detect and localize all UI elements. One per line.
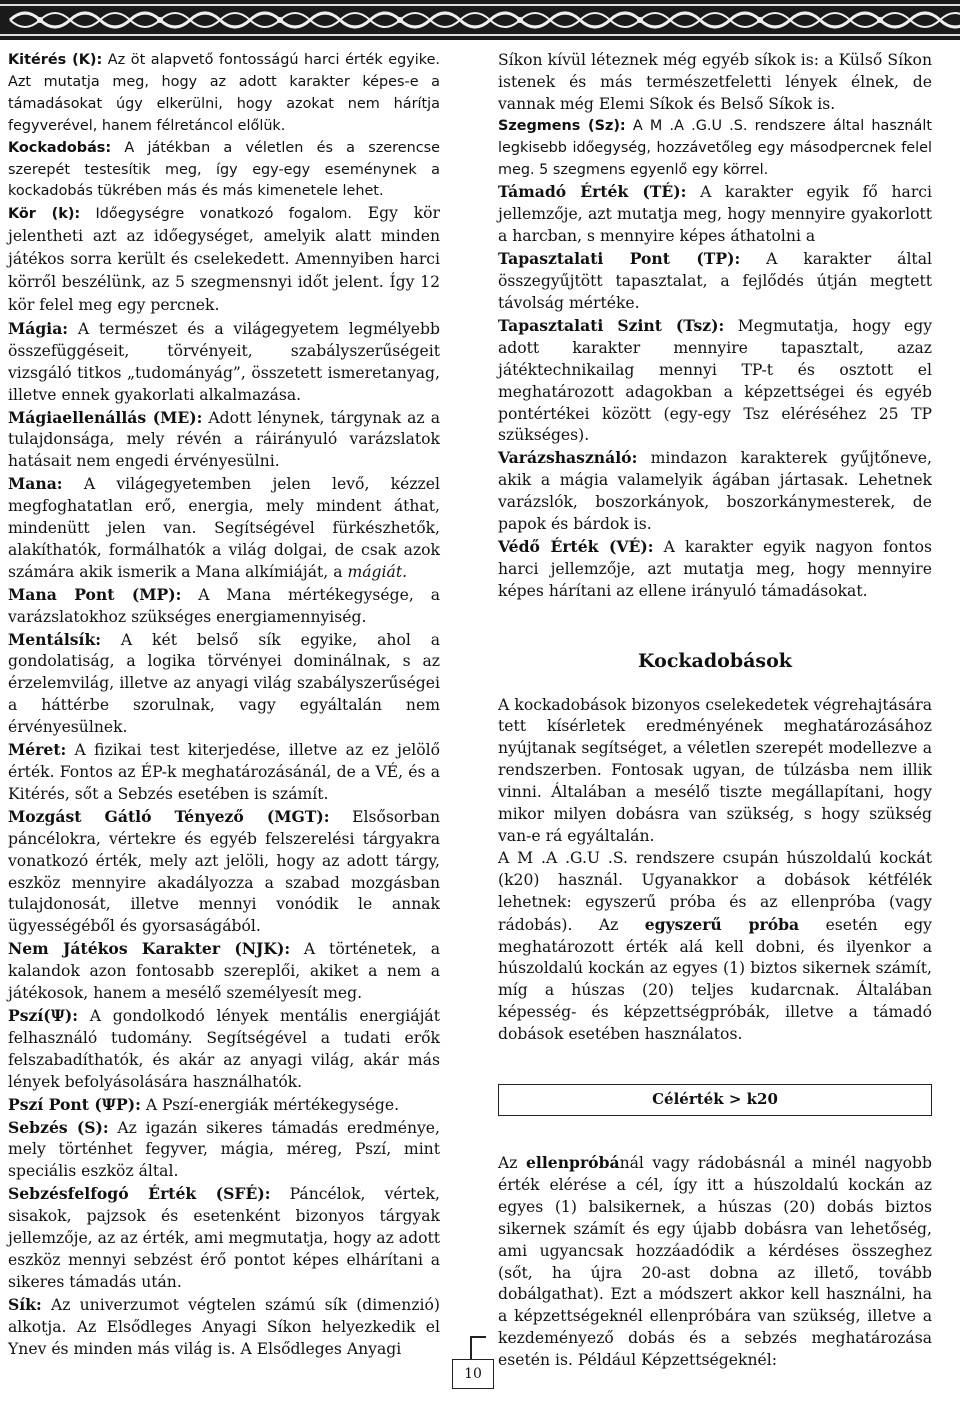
glossary-entry [8, 739, 440, 806]
glossary-definition: A történetek, a kalandok azon fontosabb szereplői, akiket a nem a játékosok, hanem a mesélő személyesít meg. [8, 940, 440, 1003]
glossary-definition: Adott lénynek, tárgynak az a tulajdonsága, mely révén a ráirányuló varázslatok hatásait nem engedi érvényesülni. [8, 408, 440, 471]
glossary-term: Sebzés (S): [8, 1117, 109, 1137]
glossary-entry [498, 116, 932, 182]
glossary-definition: A Pszí-energiák mértékegysége. [140, 1095, 400, 1114]
glossary-term: Méret: [8, 740, 67, 760]
glossary-entry [8, 203, 440, 318]
glossary-entry [498, 50, 932, 116]
glossary-entry [8, 938, 440, 1005]
section-paragraph-1: A kockadobások bizonyos cselekedetek végrehajtására tett kísérletek eredményének meghatározásához nyújtanak segítséget, a véletlen szerepét modellezve a rendszerben. Fontosak ugyan, de túlzásba nem illik vinni. Általában a mesélő tiszte megállapítani, hogy mikor milyen dobásra van szükség, s hogy szükség van-e rá egyáltalán. [498, 695, 932, 845]
section-paragraph-3 [498, 1152, 932, 1372]
glossary-definition-rest: Egy kör jelentheti azt az időegységet, amelyik alatt minden játékos sorra került és cselekedett. Amennyiben harci körről beszélünk, az 5 szegmensnyi időt jelent. Így 12 kör felel meg egy percnek. [8, 204, 440, 314]
glossary-definition: A világegyetemben jelen levő, kézzel megfoghatatlan erő, energia, mely mindent áthat, mindenütt jelen van. Segítségével fürkészhetők, alakíthatók, formálhatók a világ dolgai, de csak azok számára akik ismerik a Mana alkímiáját, a [8, 475, 440, 581]
glossary-entry [8, 407, 440, 474]
paragraph-text: A M .A .G.U .S. rendszere csupán húszoldalú kockát (k20) használ. Ugyanakkor a dobások kétfélék lehetnek: egyszerű próba és az ellenpróba (vagy rádobás). Az [498, 848, 932, 934]
section-heading: Kockadobások [638, 649, 792, 672]
glossary-entry [8, 1183, 440, 1294]
glossary-definition: A M .A .G.U .S. rendszere által használt legkisebb időegység, hozzávetőleg egy másodpercnek felel meg. 5 szegmens egyenlő egy körrel. [498, 117, 932, 178]
ornament-icon [0, 0, 960, 40]
glossary-definition: A karakter egyik nagyon fontos harci jellemzője, azt mutatja meg, hogy mennyire képes hárítani az ellene irányuló támadásokat. [498, 537, 933, 600]
glossary-definition: Páncélok, vértek, sisakok, pajzsok és esetenként bizonyos tárgyak jellemzője, az az érték, ami megmutatja, hogy az adott eszköz mennyi sebzést érő pontot képes elhárítani a sikeres támadás után. [8, 1185, 440, 1291]
glossary-definition: Az univerzumot végtelen számú sík (dimenzió) alkotja. Az Elsődleges Anyagi Síkon helyezkedik el Ynev és minden más világ is. A Elsődleges Anyagi [8, 1295, 440, 1358]
glossary-entry [8, 806, 440, 938]
glossary-term: Nem Játékos Karakter (NJK): [8, 939, 291, 959]
glossary-definition: Megmutatja, hogy egy adott karakter mennyire tapasztalt, azaz játéktechnikailag mennyi TP-t és osztott el meghatározott adagokban a képzettségei és egyéb pontértékei között (egy-egy Tsz eléréséhez 25 TP szükséges). [498, 316, 932, 445]
glossary-entry [498, 536, 932, 603]
glossary-entry [8, 1117, 440, 1184]
glossary-definition: Az igazán sikeres támadás eredménye, mely történhet fegyver, mágia, méreg, Pszí, mint speciális eszköz által. [8, 1118, 440, 1181]
left-column [8, 50, 440, 1360]
glossary-term: Sík: [8, 1294, 42, 1314]
glossary-entry [498, 248, 932, 315]
glossary-entry [8, 50, 440, 138]
glossary-entry [8, 1294, 440, 1361]
glossary-term: Pszí(Ψ): [8, 1005, 79, 1025]
bold-term: egyszerű próba [644, 914, 800, 934]
glossary-definition: A természet és a világegyetem legmélyebb összefüggéseit, törvényeit, szabályszerűségeit vizsgáló titkos „tudományág”, összetett ismeretanyag, illetve ennek gyakorlati alkalmazása. [8, 319, 440, 404]
glossary-term: Sebzésfelfogó Érték (SFÉ): [8, 1184, 271, 1204]
glossary-definition: Síkon kívül léteznek még egyéb síkok is: a Külső Síkon istenek és más természetfeletti lények élnek, de vannak még Elemi Síkok és Belső Síkok is. [498, 51, 932, 113]
glossary-definition: Az öt alapvető fontosságú harci érték egyike. Azt mutatja meg, hogy az adott karakter képes-e a támadásokat úgy elkerülni, hogy azokat nem hárítja fegyverével, hanem félretáncol előlük. [8, 52, 440, 134]
glossary-continued [498, 50, 932, 603]
glossary-term: Szegmens (Sz): [498, 117, 626, 134]
right-column [498, 50, 932, 1372]
section-paragraph-2 [498, 848, 932, 1046]
glossary-definition: A Mana mértékegysége, a varázslatokhoz szükséges energiamennyiség. [8, 585, 440, 626]
glossary-definition: A fizikai test kiterjedése, illetve az ez jelölő érték. Fontos az ÉP-k meghatározásánál, de a VÉ, és a Kitérés, sőt a Sebzés esetében is számít. [8, 741, 440, 803]
glossary-entry [8, 318, 440, 407]
glossary-term: Mágia: [8, 318, 69, 338]
decorative-header-banner [0, 0, 960, 40]
glossary-term: Tapasztalati Pont (TP): [498, 249, 741, 269]
glossary-entry [498, 181, 932, 248]
glossary-definition: Elsősorban páncélokra, vértekre és egyéb felszerelési tárgyakra vonatkozó érték, mely azt jelöli, hogy az adott tárgy, eszköz mennyire akadályozza a szabad mozgásban tulajdonosát, illetve mennyi vonódik le annak ügyességéből és gyorsaságából. [8, 807, 441, 936]
glossary-entry [8, 1094, 440, 1117]
glossary-term: Kör (k): [8, 206, 81, 223]
glossary-entry [498, 447, 932, 536]
glossary-italic: mágiát. [347, 562, 408, 581]
glossary-definition: A két belső sík egyike, ahol a gondolatiság, a logika törvényei dominálnak, s az érzelemvilág, illetve az anyagi világ szabályszerűségei a háttérbe szorulnak, vagy egyáltalán nem érvényesülnek. [8, 630, 440, 737]
glossary-definition: Időegységre vonatkozó fogalom. [80, 206, 353, 223]
glossary-definition: A karakter által összegyűjtött tapasztalat, a fejlődés útján megtett távolság mértéke. [498, 250, 932, 312]
glossary-entry [8, 629, 440, 740]
glossary-term: Kitérés (K): [8, 52, 103, 68]
paragraph-text: Az [498, 1153, 527, 1172]
glossary-definition: A játékban a véletlen és a szerencse szerepét testesítik meg, így egy-egy eseménynek a kockadobás tükrében más és más kimenetele lehet. [8, 139, 440, 200]
formula-box: Célérték > k20 [498, 1084, 932, 1116]
bold-term: ellenpróbá [526, 1152, 620, 1172]
glossary-term: Mana Pont (MP): [8, 584, 182, 604]
glossary-term: Pszí Pont (ΨP): [8, 1094, 141, 1114]
page-number-frame-line [470, 1336, 472, 1359]
glossary-entry [8, 1005, 440, 1094]
glossary-term: Mozgást Gátló Tényező (MGT): [8, 806, 330, 826]
paragraph-text: esetén egy meghatározott érték alá kell dobni, és ilyenkor a húszoldalú kockán az egyes (1) biztos sikernek számít, míg a húszas (20) teljes kudarcnak. Általában képesség- és képzettségpróbák, illetve a támadó dobások esetében használatos. [498, 915, 932, 1044]
page-number-frame-line [470, 1336, 486, 1338]
glossary-term: Mentálsík: [8, 629, 102, 649]
page-number: 10 [452, 1359, 494, 1389]
glossary-entry [8, 473, 440, 584]
glossary-term: Mágiaellenállás (ME): [8, 407, 203, 427]
glossary-term: Varázshasználó: [498, 448, 638, 468]
paragraph-text: nál vagy rádobásnál a minél nagyobb érték elérése a cél, így itt a húszoldalú kockán az egyes (1) balsikernek, a húszas (20) dobás biztos sikernek számít és egy újabb dobásra van lehetőség, ami ugyancsak hozzáadódik a kérdéses összeghez (sőt, ha újra 20-ast dobna az illető, tovább dobálgathat). Ezt a módszert akkor kell használni, ha a képzettségeknél ellenpróbára van szükség, illetve a kezdeményező dobás és a sebzés meghatározása esetén is. Például Képzettségeknél: [498, 1153, 932, 1370]
glossary-term: Védő Érték (VÉ): [498, 536, 654, 556]
glossary-entry [498, 315, 932, 447]
glossary-definition: mindazon karakterek gyűjtőneve, akik a mágia valamelyik ágában jártasak. Lehetnek varázslók, boszorkányok, boszorkánymesterek, de papok és bárdok is. [498, 449, 932, 534]
glossary-entry [8, 584, 440, 629]
glossary-term: Kockadobás: [8, 139, 112, 156]
glossary-entry [8, 138, 440, 204]
glossary-definition: A karakter egyik fő harci jellemzője, azt mutatja meg, hogy mennyire gyakorlott a harcban, s mennyire képes áthatolni a [498, 183, 932, 246]
glossary-term: Tapasztalati Szint (Tsz): [498, 315, 725, 335]
glossary-term: Támadó Érték (TÉ): [498, 182, 687, 202]
glossary-term: Mana: [8, 474, 63, 494]
glossary-definition: A gondolkodó lények mentális energiáját felhasználó tudomány. Segítségével a tudati erők felszabadíthatók, és akár az anyagi világ, akár más lények befolyásolására használhatók. [8, 1006, 440, 1091]
